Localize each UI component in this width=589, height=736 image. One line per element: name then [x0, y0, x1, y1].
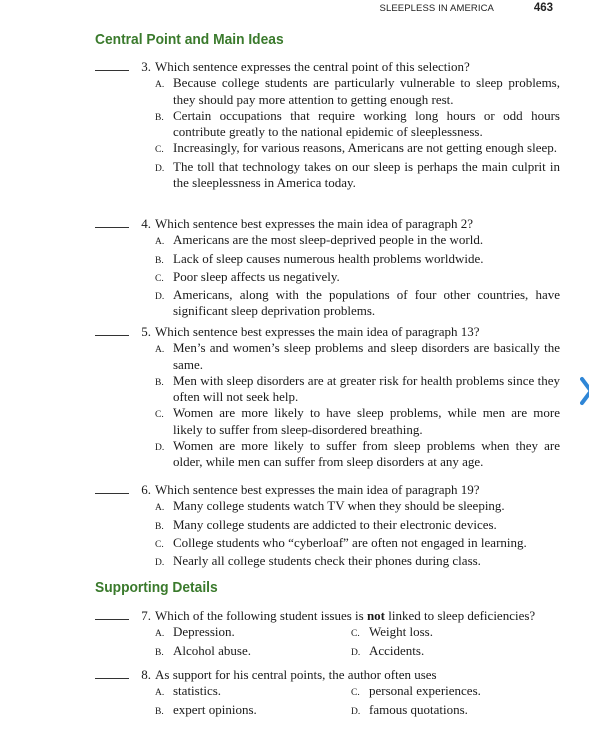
option-letter: B.	[155, 706, 164, 717]
answer-blank[interactable]	[95, 482, 129, 494]
option-letter: A.	[155, 80, 165, 91]
running-title: SLEEPLESS IN AMERICA	[379, 3, 494, 14]
question-stem: Which sentence best expresses the main idea of paragraph 2?	[155, 216, 474, 231]
option-text: The toll that technology takes on our sleep is perhaps the main culprit in the sleeplessness in America today.	[173, 158, 560, 191]
option	[155, 405, 560, 438]
option	[351, 643, 547, 661]
stem-emphasis: not	[366, 608, 386, 623]
question-number: 5.	[141, 324, 151, 339]
option-text: Weight loss.	[369, 624, 433, 640]
option-text: Poor sleep affects us negatively.	[173, 268, 340, 284]
option-letter: C.	[351, 629, 360, 640]
option	[351, 624, 547, 642]
question-3	[95, 59, 560, 191]
option-letter: C.	[155, 410, 164, 421]
option-letter: D.	[155, 163, 165, 174]
answer-blank[interactable]	[95, 324, 129, 336]
option	[155, 232, 560, 250]
answer-blank[interactable]	[95, 59, 129, 71]
option-letter: A.	[155, 237, 165, 248]
option-text: Americans, along with the populations of four other countries, have significant sleep deprivation problems.	[173, 287, 560, 319]
option-text: Nearly all college students check their phones during class.	[173, 553, 481, 569]
option	[155, 624, 351, 642]
option-letter: A.	[155, 629, 165, 640]
option-letter: B.	[155, 647, 164, 658]
option-text: Women are more likely to have sleep problems, while men are more likely to suffer from sleep-disordered breathing.	[173, 405, 560, 437]
question-6	[95, 482, 560, 571]
option	[155, 140, 560, 158]
chevron-right-icon[interactable]	[580, 376, 589, 406]
question-stem: Which sentence best expresses the main idea of paragraph 19?	[155, 482, 480, 497]
question-7	[95, 608, 560, 661]
question-stem: Which sentence expresses the central point of this selection?	[155, 59, 470, 74]
section-title-supporting-details: Supporting Details	[95, 579, 218, 596]
option-text: famous quotations.	[369, 701, 468, 717]
option-letter: C.	[155, 539, 164, 550]
question-number: 8.	[141, 667, 151, 682]
answer-blank[interactable]	[95, 667, 129, 679]
option	[155, 340, 560, 373]
stem-part: linked to sleep deficiencies?	[385, 608, 536, 623]
question-4	[95, 216, 560, 320]
option-letter: B.	[155, 377, 164, 388]
option	[155, 108, 560, 141]
option	[155, 287, 560, 320]
option-text: Because college students are particularly vulnerable to sleep problems, they should pay more attention to getting enough rest.	[173, 75, 560, 107]
option	[155, 498, 560, 516]
option-letter: D.	[155, 558, 165, 569]
answer-blank[interactable]	[95, 216, 129, 228]
question-stem: As support for his central points, the author often uses	[155, 667, 437, 682]
option-letter: A.	[155, 503, 165, 514]
answer-blank[interactable]	[95, 608, 129, 620]
section-title-central-point: Central Point and Main Ideas	[95, 31, 284, 48]
question-5	[95, 324, 560, 471]
option	[155, 683, 351, 701]
option-letter: A.	[155, 688, 165, 699]
question-number: 4.	[141, 216, 151, 231]
option-text: Alcohol abuse.	[173, 642, 251, 658]
option-text: personal experiences.	[369, 683, 481, 699]
option-letter: C.	[351, 688, 360, 699]
question-stem	[155, 608, 560, 624]
option-text: Men with sleep disorders are at greater risk for health problems since they often will not seek help.	[173, 372, 560, 405]
option	[155, 643, 351, 661]
question-number: 3.	[141, 59, 151, 74]
option-text: Many college students are addicted to their electronic devices.	[173, 516, 497, 532]
option-letter: D.	[351, 706, 361, 717]
option	[155, 75, 560, 108]
option-text: Certain occupations that require working long hours or odd hours contribute greatly to the national epidemic of sleeplessness.	[173, 107, 560, 140]
option	[155, 517, 560, 535]
option-letter: D.	[351, 647, 361, 658]
question-stem: Which sentence best expresses the main idea of paragraph 13?	[155, 324, 480, 339]
question-number: 6.	[141, 482, 151, 497]
option	[155, 553, 560, 571]
stem-part: Which of the following student issues is	[155, 608, 367, 623]
running-header	[0, 2, 589, 16]
option-text: statistics.	[173, 683, 222, 699]
option-text: Many college students watch TV when they should be sleeping.	[173, 498, 505, 514]
option-letter: B.	[155, 255, 164, 266]
option-text: Accidents.	[369, 642, 425, 658]
option-letter: D.	[155, 443, 165, 454]
option-letter: C.	[155, 145, 164, 156]
option	[351, 702, 547, 720]
option	[155, 535, 560, 553]
option-text: Increasingly, for various reasons, Americans are not getting enough sleep.	[173, 140, 557, 156]
option-text: Americans are the most sleep-deprived people in the world.	[173, 232, 484, 248]
option-letter: B.	[155, 521, 164, 532]
option-letter: A.	[155, 345, 165, 356]
option-text: Women are more likely to suffer from sleep problems when they are older, while men can suffer from sleep disorders at any age.	[173, 438, 560, 470]
option-text: College students who “cyberloaf” are often not engaged in learning.	[173, 534, 527, 550]
option	[155, 438, 560, 471]
option	[351, 683, 547, 701]
option-text: Men’s and women’s sleep problems and sleep disorders are basically the same.	[173, 340, 560, 372]
option	[155, 373, 560, 406]
option	[155, 269, 560, 287]
option	[155, 702, 351, 720]
option	[155, 251, 560, 269]
option-letter: B.	[155, 112, 164, 123]
question-number: 7.	[141, 608, 151, 623]
option-letter: D.	[155, 292, 165, 303]
page-number: 463	[533, 2, 553, 14]
option	[155, 159, 560, 192]
option-text: expert opinions.	[173, 701, 257, 717]
option-text: Depression.	[173, 624, 235, 640]
question-8	[95, 667, 560, 720]
option-letter: C.	[155, 273, 164, 284]
option-text: Lack of sleep causes numerous health problems worldwide.	[173, 250, 484, 266]
